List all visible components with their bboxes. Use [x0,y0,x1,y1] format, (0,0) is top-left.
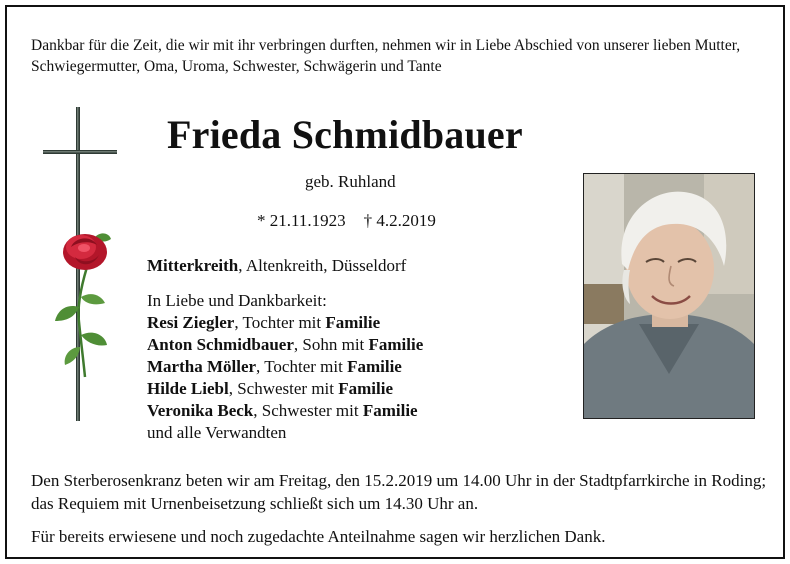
mourner-family: Familie [368,335,424,354]
mourner-family: Familie [347,357,402,376]
mourner-name: Resi Ziegler [147,313,235,332]
list-item [147,334,423,356]
birth-date: * 21.11.1923 [257,211,346,230]
mourner-family: Familie [338,379,394,398]
mourner-name: Anton Schmidbauer [147,335,294,354]
mourner-name: Veronika Beck [147,401,254,420]
places [147,256,406,276]
portrait-image [584,174,754,418]
mourner-relation: , Schwester mit [253,401,363,420]
mourner-name: Hilde Liebl [147,379,229,398]
mourner-name: Martha Möller [147,357,257,376]
mourner-relation: , Tochter mit [256,357,348,376]
obituary-card [5,5,785,559]
other-places: , Altenkreith, Düsseldorf [238,256,407,275]
death-date: † 4.2.2019 [363,211,436,230]
mourner-relation: , Tochter mit [234,313,326,332]
mourner-relation: , Schwester mit [228,379,339,398]
mourners-list [147,290,423,444]
mourner-family: Familie [362,401,418,420]
list-item [147,312,423,334]
mourner-relation: , Sohn mit [293,335,369,354]
birth-name: geb. Ruhland [305,172,396,191]
thanks-text: Für bereits erwiesene und noch zugedachte Anteilnahme sagen wir herzlichen Dank. [31,527,606,546]
mourner-family: Familie [325,313,381,332]
primary-place: Mitterkreith [147,256,239,275]
life-dates [257,211,436,231]
list-item [147,356,423,378]
list-item [147,400,423,422]
rosary-notice: Den Sterberosenkranz beten wir am Freitag, den 15.2.2019 um 14.00 Uhr in der Stadtpfarrkirche in Roding; das Requiem mit Urnenbeisetzung schließt sich um 14.30 Uhr an. [31,471,767,513]
portrait-photo [583,173,755,419]
cross-with-rose-icon [35,107,119,421]
mourners-closing: und alle Verwandten [147,423,287,442]
mourners-intro: In Liebe und Dankbarkeit: [147,291,327,310]
intro-text: Dankbar für die Zeit, die wir mit ihr verbringen durften, nehmen wir in Liebe Abschied von unserer lieben Mutter, Schwiegermutter, Oma, Uroma, Schwester, Schwägerin und Tante [31,37,741,75]
deceased-name: Frieda Schmidbauer [167,112,523,157]
list-item [147,378,423,400]
